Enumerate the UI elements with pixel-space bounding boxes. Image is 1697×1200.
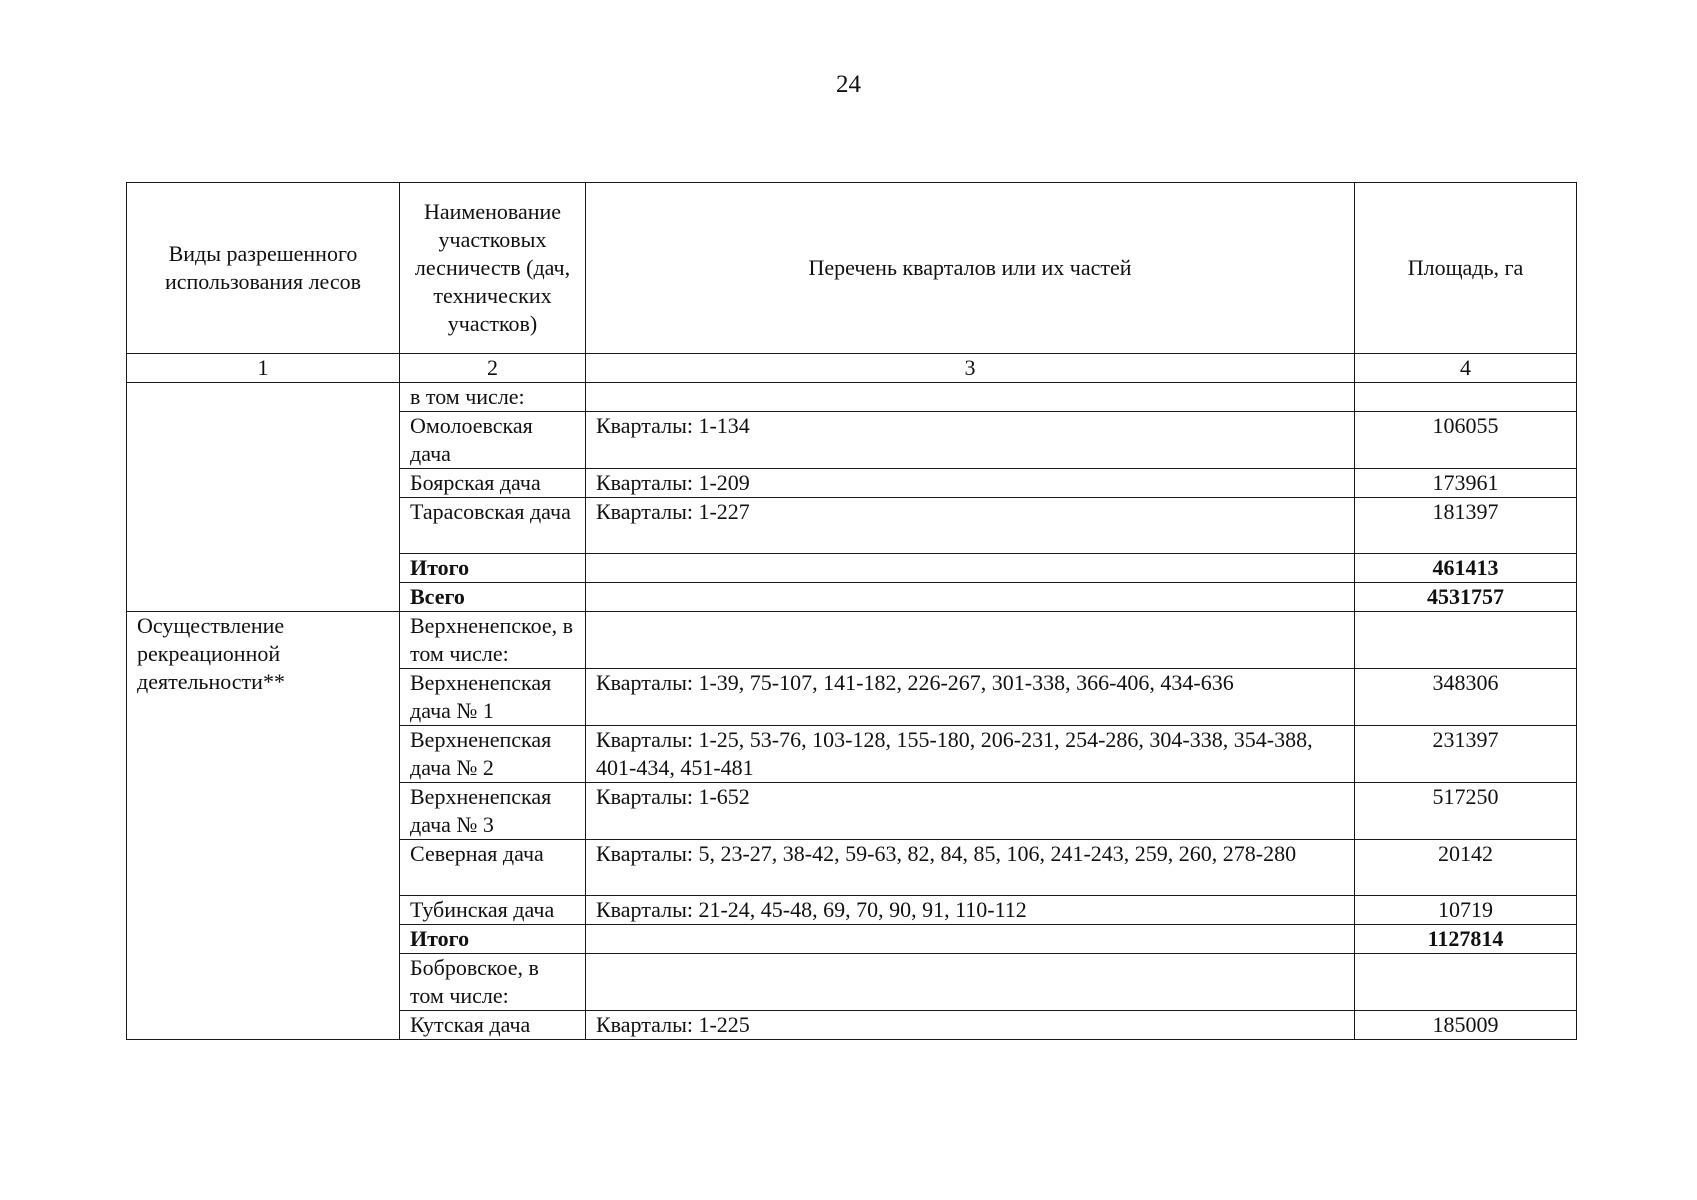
total-label: Всего [400,583,586,612]
forestry-name: Верхненепская дача № 3 [400,783,586,840]
quarters-list [586,954,1355,1011]
quarters-list: Кварталы: 21-24, 45-48, 69, 70, 90, 91, 110-112 [586,896,1355,925]
column-number: 4 [1355,354,1577,383]
area-value: 231397 [1355,726,1577,783]
forestry-name: Северная дача [400,840,586,896]
forestry-name: Верхненепская дача № 1 [400,669,586,726]
column-number: 3 [586,354,1355,383]
quarters-list [586,612,1355,669]
forestry-name: в том числе: [400,383,586,412]
area-value: 181397 [1355,498,1577,554]
forestry-name: Бобровское, в том числе: [400,954,586,1011]
area-value: 185009 [1355,1011,1577,1040]
forestry-name: Кутская дача [400,1011,586,1040]
forestry-name: Тарасовская дача [400,498,586,554]
table-row [127,612,1577,669]
forestry-name: Боярская дача [400,469,586,498]
quarters-list: Кварталы: 1-225 [586,1011,1355,1040]
area-value [1355,612,1577,669]
quarters-list [586,554,1355,583]
quarters-list [586,925,1355,954]
quarters-list: Кварталы: 1-227 [586,498,1355,554]
area-value: 106055 [1355,412,1577,469]
use-type-recreation: Осуществление рекреационной деятельности** [127,612,400,1040]
area-value: 348306 [1355,669,1577,726]
column-number-row [127,354,1577,383]
use-type-cell-empty [127,383,400,612]
page-number: 24 [836,71,861,98]
area-value: 517250 [1355,783,1577,840]
forestry-name: Верхненепское, в том числе: [400,612,586,669]
header-area: Площадь, га [1355,183,1577,354]
column-number: 2 [400,354,586,383]
subtotal-label: Итого [400,554,586,583]
quarters-list: Кварталы: 1-134 [586,412,1355,469]
quarters-list: Кварталы: 1-25, 53-76, 103-128, 155-180, 206-231, 254-286, 304-338, 354-388, 401-434, 451-481 [586,726,1355,783]
forestry-name: Тубинская дача [400,896,586,925]
quarters-list: Кварталы: 1-652 [586,783,1355,840]
forestry-name: Омолоевская дача [400,412,586,469]
area-value: 173961 [1355,469,1577,498]
header-use-type: Виды разрешенного использования лесов [127,183,400,354]
area-value [1355,954,1577,1011]
subtotal-area: 461413 [1355,554,1577,583]
quarters-list [586,583,1355,612]
subtotal-area: 1127814 [1355,925,1577,954]
quarters-list [586,383,1355,412]
subtotal-label: Итого [400,925,586,954]
table-row [127,383,1577,412]
quarters-list: Кварталы: 5, 23-27, 38-42, 59-63, 82, 84, 85, 106, 241-243, 259, 260, 278-280 [586,840,1355,896]
header-quarters-list: Перечень кварталов или их частей [586,183,1355,354]
table-header-row [127,183,1577,354]
total-area: 4531757 [1355,583,1577,612]
area-value: 10719 [1355,896,1577,925]
header-forestry-name: Наименование участковых лесничеств (дач, технических участков) [400,183,586,354]
column-number: 1 [127,354,400,383]
forestry-name: Верхненепская дача № 2 [400,726,586,783]
area-value [1355,383,1577,412]
quarters-list: Кварталы: 1-209 [586,469,1355,498]
quarters-list: Кварталы: 1-39, 75-107, 141-182, 226-267, 301-338, 366-406, 434-636 [586,669,1355,726]
forest-use-table [126,182,1577,1040]
area-value: 20142 [1355,840,1577,896]
